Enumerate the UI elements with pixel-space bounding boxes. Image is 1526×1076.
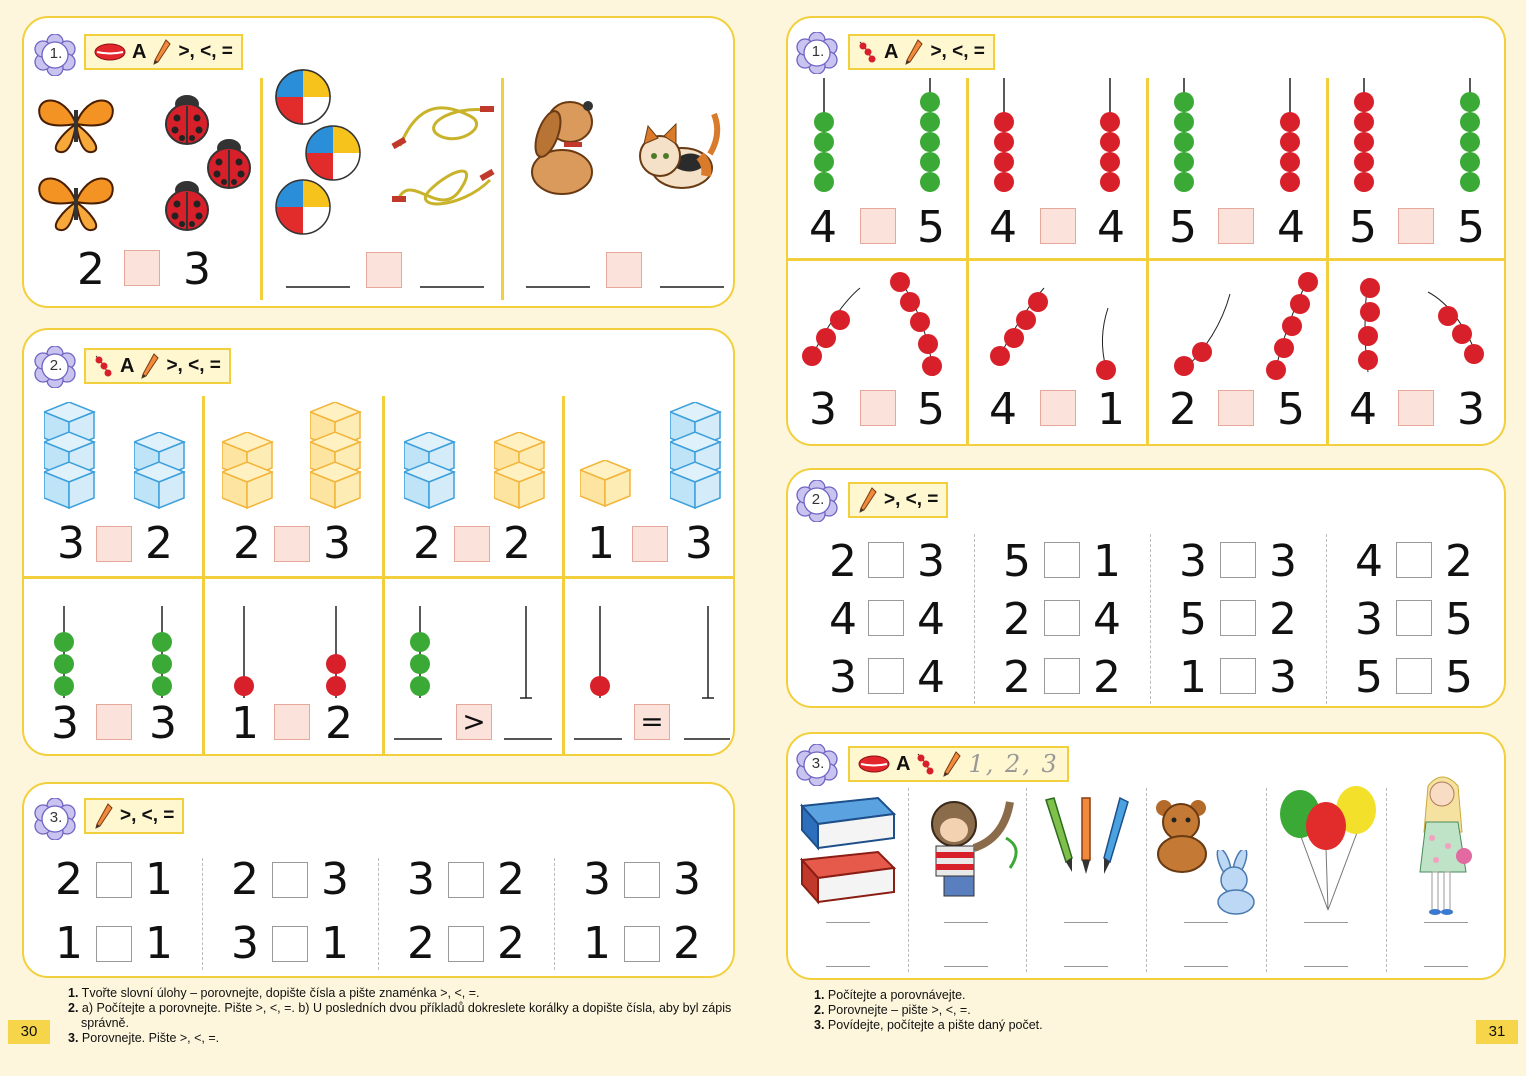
number-left: 1 — [231, 698, 259, 749]
number-left: 2 — [1003, 652, 1031, 703]
balloon-icon — [1278, 784, 1378, 914]
number-left: 5 — [1179, 594, 1207, 645]
number-right: 3 — [183, 244, 211, 295]
number-right: 1 — [1093, 536, 1121, 587]
cube-icon — [222, 432, 274, 512]
comparison-signs: >, <, = — [884, 489, 939, 510]
exercise-panel-3 — [22, 782, 735, 978]
number-right: 2 — [1093, 652, 1121, 703]
answer-box[interactable] — [1396, 542, 1432, 578]
number-right: 4 — [1093, 594, 1121, 645]
page-number: 31 — [1476, 1020, 1518, 1044]
answer-box[interactable] — [1040, 390, 1076, 426]
number-left: 3 — [51, 698, 79, 749]
number-left: 4 — [989, 202, 1017, 253]
number-left: 2 — [55, 854, 83, 905]
exercise-number: 2. — [811, 491, 825, 508]
number-right: 5 — [917, 202, 945, 253]
number-right: 2 — [503, 518, 531, 569]
abacus-icon — [400, 606, 560, 706]
exercise-number: 2. — [49, 357, 63, 374]
answer-box[interactable] — [448, 926, 484, 962]
comparison-signs: >, <, = — [930, 41, 985, 62]
bead-string-icon — [796, 268, 966, 388]
instructions-right: 1. Počítejte a porovnávejte. 2. Porovnejte – pište >, <, =. 3. Povídejte, počítejte a pište daný počet. — [814, 988, 1043, 1032]
comparison-signs: >, <, = — [166, 355, 221, 376]
answer-box[interactable] — [632, 526, 668, 562]
answer-box[interactable] — [1218, 390, 1254, 426]
number-right: 3 — [1269, 536, 1297, 587]
answer-box[interactable] — [274, 704, 310, 740]
instruction-letter: A — [884, 40, 899, 63]
cube-icon — [670, 402, 722, 512]
answer-box[interactable] — [624, 862, 660, 898]
number-right: 4 — [917, 652, 945, 703]
abacus-icon — [1164, 78, 1324, 202]
exercise-panel-1 — [22, 16, 735, 308]
number-right: 3 — [149, 698, 177, 749]
instruction-letter: A — [896, 752, 911, 775]
exercise-instruction — [84, 34, 243, 70]
answer-box[interactable] — [868, 542, 904, 578]
pencil-icon — [152, 38, 172, 66]
answer-box[interactable] — [124, 250, 160, 286]
cube-icon — [310, 402, 362, 512]
number-right: 1 — [321, 918, 349, 969]
given-sign-box: > — [456, 704, 492, 740]
answer-box[interactable] — [1396, 658, 1432, 694]
bunny-icon — [1206, 850, 1266, 916]
answer-box[interactable] — [1396, 600, 1432, 636]
answer-box[interactable] — [448, 862, 484, 898]
answer-box[interactable] — [1044, 658, 1080, 694]
number-left: 3 — [57, 518, 85, 569]
number-right: 4 — [1097, 202, 1125, 253]
pencil-icon — [140, 352, 160, 380]
number-left: 2 — [829, 536, 857, 587]
exercise-number: 1. — [811, 43, 825, 60]
number-right: 2 — [1445, 536, 1473, 587]
number-right: 4 — [1277, 202, 1305, 253]
answer-box[interactable] — [860, 208, 896, 244]
abacus-icon — [984, 78, 1144, 202]
answer-box[interactable] — [606, 252, 642, 288]
number-left: 5 — [1349, 202, 1377, 253]
jump-rope-icon — [390, 160, 496, 220]
number-right: 2 — [497, 854, 525, 905]
number-right: 5 — [1457, 202, 1485, 253]
answer-box[interactable] — [96, 926, 132, 962]
pencil-icon — [904, 38, 924, 66]
cube-icon — [44, 402, 96, 512]
beach-ball-icon — [304, 124, 362, 182]
number-right: 2 — [1269, 594, 1297, 645]
page-number: 30 — [8, 1020, 50, 1044]
answer-box[interactable] — [272, 926, 308, 962]
number-right: 1 — [145, 918, 173, 969]
number-left: 2 — [77, 244, 105, 295]
lips-icon — [858, 754, 890, 774]
beach-ball-icon — [274, 178, 332, 236]
abacus-icon — [224, 606, 384, 706]
answer-box[interactable] — [1040, 208, 1076, 244]
abacus-icon — [44, 606, 204, 706]
bead-string-icon — [978, 268, 1148, 388]
answer-box[interactable] — [366, 252, 402, 288]
number-right: 3 — [323, 518, 351, 569]
numbers-to-write: 1, 2, 3 — [968, 750, 1059, 778]
answer-box[interactable] — [1220, 600, 1256, 636]
number-left: 2 — [233, 518, 261, 569]
instruction-letter: A — [120, 354, 135, 377]
number-left: 2 — [1003, 594, 1031, 645]
answer-box[interactable] — [274, 526, 310, 562]
beads-icon — [94, 354, 114, 378]
number-right: 5 — [1277, 384, 1305, 435]
number-right: 1 — [1097, 384, 1125, 435]
beads-icon — [916, 752, 936, 776]
number-right: 5 — [917, 384, 945, 435]
number-left: 1 — [55, 918, 83, 969]
monkey-icon — [914, 798, 1024, 902]
number-right: 3 — [1269, 652, 1297, 703]
abacus-icon — [580, 606, 735, 706]
instructions-left: 1. Tvořte slovní úlohy – porovnejte, dopište čísla a pište znaménka >, <, =. 2. a) Počítejte a porovnejte. Pište >, <, =. b) U posledních dvou příkladů dokreslete korálky a dopište čísla, aby byl zápis správně. 3. Porovnejte. Pište >, <, =. — [68, 986, 732, 1045]
exercise-number: 1. — [49, 45, 63, 62]
number-right: 2 — [325, 698, 353, 749]
number-left: 3 — [809, 384, 837, 435]
answer-box[interactable] — [96, 526, 132, 562]
girl-doll-icon — [1412, 772, 1482, 922]
number-left: 4 — [989, 384, 1017, 435]
number-right: 5 — [1445, 652, 1473, 703]
number-left: 5 — [1355, 652, 1383, 703]
exercise-instruction — [84, 348, 231, 384]
answer-box[interactable] — [272, 862, 308, 898]
answer-box[interactable] — [454, 526, 490, 562]
answer-box[interactable] — [860, 390, 896, 426]
number-left: 2 — [1169, 384, 1197, 435]
number-left: 5 — [1169, 202, 1197, 253]
number-right: 3 — [321, 854, 349, 905]
exercise-panel-2 — [22, 328, 735, 756]
pencil-icon — [942, 750, 962, 778]
dog-icon — [514, 94, 604, 198]
bead-string-icon — [1338, 268, 1506, 388]
exercise-panel-r3 — [786, 732, 1506, 980]
answer-box[interactable] — [1218, 208, 1254, 244]
number-right: 2 — [497, 918, 525, 969]
number-left: 2 — [231, 854, 259, 905]
exercise-instruction — [848, 482, 948, 518]
answer-box[interactable] — [868, 600, 904, 636]
number-right: 5 — [1445, 594, 1473, 645]
pencil-icon — [858, 486, 878, 514]
cube-icon — [494, 432, 546, 512]
number-left: 3 — [829, 652, 857, 703]
answer-box[interactable] — [1044, 600, 1080, 636]
number-left: 2 — [413, 518, 441, 569]
number-left: 3 — [407, 854, 435, 905]
number-right: 2 — [673, 918, 701, 969]
abacus-icon — [804, 78, 964, 202]
beach-ball-icon — [274, 68, 332, 126]
number-left: 5 — [1003, 536, 1031, 587]
number-right: 3 — [1457, 384, 1485, 435]
cube-icon — [580, 460, 632, 510]
book-icon — [798, 794, 898, 910]
number-right: 4 — [917, 594, 945, 645]
number-right: 3 — [673, 854, 701, 905]
number-right: 1 — [145, 854, 173, 905]
answer-box[interactable] — [1398, 208, 1434, 244]
number-left: 3 — [231, 918, 259, 969]
answer-box[interactable] — [1398, 390, 1434, 426]
number-left: 3 — [1355, 594, 1383, 645]
exercise-instruction — [848, 746, 1069, 782]
exercise-instruction — [84, 798, 184, 834]
number-left: 4 — [809, 202, 837, 253]
comparison-signs: >, <, = — [178, 41, 233, 62]
exercise-instruction — [848, 34, 995, 70]
answer-box[interactable] — [1220, 658, 1256, 694]
given-sign-box: = — [634, 704, 670, 740]
pencil-icon — [94, 802, 114, 830]
cat-icon — [630, 104, 726, 204]
number-left: 2 — [407, 918, 435, 969]
answer-box[interactable] — [96, 704, 132, 740]
ladybug-icon — [162, 178, 212, 232]
number-left: 1 — [583, 918, 611, 969]
butterfly-icon — [34, 170, 118, 234]
bead-string-icon — [1158, 268, 1328, 388]
number-right: 3 — [917, 536, 945, 587]
exercise-number: 3. — [811, 755, 825, 772]
cube-icon — [404, 432, 456, 512]
answer-box[interactable] — [868, 658, 904, 694]
abacus-icon — [1344, 78, 1504, 202]
butterfly-icon — [34, 92, 118, 156]
number-left: 1 — [587, 518, 615, 569]
crayon-icon — [1040, 796, 1136, 878]
instruction-letter: A — [132, 40, 147, 63]
comparison-signs: >, <, = — [120, 805, 175, 826]
answer-box[interactable] — [624, 926, 660, 962]
exercise-panel-r2 — [786, 468, 1506, 708]
beads-icon — [858, 40, 878, 64]
number-left: 1 — [1179, 652, 1207, 703]
exercise-number: 3. — [49, 809, 63, 826]
number-left: 4 — [1355, 536, 1383, 587]
lips-icon — [94, 42, 126, 62]
number-left: 4 — [829, 594, 857, 645]
answer-box[interactable] — [96, 862, 132, 898]
jump-rope-icon — [390, 96, 496, 156]
number-right: 2 — [145, 518, 173, 569]
answer-box[interactable] — [1044, 542, 1080, 578]
number-right: 3 — [685, 518, 713, 569]
number-left: 3 — [1179, 536, 1207, 587]
answer-box[interactable] — [1220, 542, 1256, 578]
cube-icon — [134, 432, 186, 512]
number-left: 4 — [1349, 384, 1377, 435]
number-left: 3 — [583, 854, 611, 905]
exercise-panel-r1 — [786, 16, 1506, 446]
